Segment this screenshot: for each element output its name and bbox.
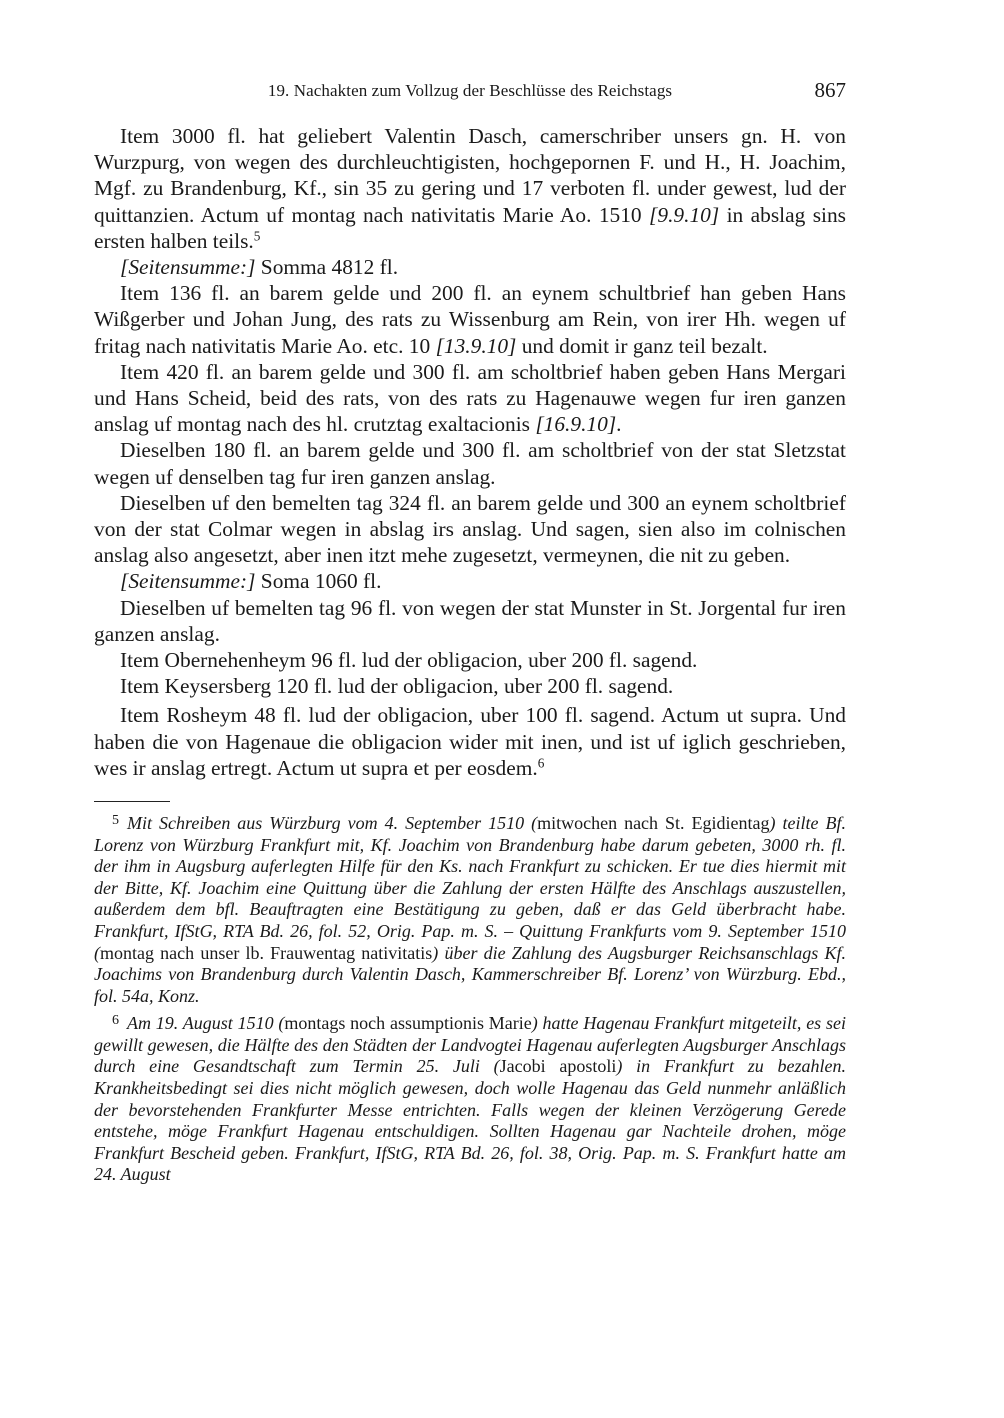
document-page	[94, 78, 846, 1186]
footnotes	[94, 810, 846, 1186]
paragraph-sletzstat: Dieselben 180 fl. an barem gelde und 300 fl. am scholtbrief von der stat Sletzstat wegen uf denselben tag fur iren ganzen anslag.	[94, 438, 846, 489]
footnote-5: $^5$ Mit Schreiben aus Würzburg vom 4. September 1510 (mitwochen nach St. Egidientag) teilte Bf. Lorenz von Würzburg Frankfurt mit, Kf. Joachim von Brandenburg habe darum gebeten, 3000 rh. fl. der ihm in Augsburg auferlegten Hilfe für den Ks. nach Frankfurt zu schicken. Er tue dies hiermit mit der Bitte, Kf. Joachim eine Quittung über die Zahlung der ersten Hälfte des Anschlags auszustellen, außerdem dem bfl. Beauftragten eine Bestätigung zu geben, daß er das Geld überbracht habe. Frankfurt, IfStG, RTA Bd. 26, fol. 52, Orig. Pap. m. S. – Quittung Frankfurts vom 9. September 1510 (montag nach unser lb. Frauwentag nativitatis) über die Zahlung des Augsburger Reichsanschlags Kf. Joachims von Brandenburg durch Valentin Dasch, Kammerschreiber Bf. Lorenz’ von Würzburg. Ebd., fol. 54a, Konz.	[94, 812, 846, 1006]
footnote-divider	[94, 801, 170, 802]
paragraph-valentin-dasch: Item 3000 fl. hat geliebert Valentin Dasch, camerschriber unsers gn. H. von Wurzpurg, von wegen des durchleuchtigisten, hochgepornen F. und H., H. Joachim, Mgf. zu Brandenburg, Kf., sin 35 zu gering und 17 verboten fl. under gewest, lud der quittanzien. Actum uf montag nach nativitatis Marie Ao. 1510 [9.9.10] in abslag sins ersten halben teils.$^5$	[94, 124, 847, 253]
footnote-ref-6[interactable]: 6	[537, 755, 545, 771]
main-text	[94, 123, 846, 781]
date-annotation: [13.9.10]	[435, 333, 517, 358]
footnote-mark: 5	[112, 812, 120, 829]
paragraph-obernehenheym: Item Obernehenheym 96 fl. lud der obligacion, uber 200 fl. sagend.	[120, 648, 698, 673]
paragraph-keysersberg: Item Keysersberg 120 fl. lud der obligacion, uber 200 fl. sagend.	[120, 674, 674, 699]
running-header	[94, 78, 846, 108]
date-annotation: [9.9.10]	[649, 202, 720, 227]
footnote-mark: 6	[112, 1012, 120, 1029]
date-annotation: [16.9.10]	[535, 412, 617, 437]
paragraph-colmar: Dieselben uf den bemelten tag 324 fl. an barem gelde und 300 an eynem scholtbrief von der stat Colmar wegen in abslag irs anslag. Und sagen, sien also im colnischen anslag also angesetzt, aber inen itzt mehe zugesetzt, vermeynen, die nit zu geben.	[94, 490, 846, 568]
footnote-ref-5[interactable]: 5	[253, 228, 261, 244]
editorial-label: [Seitensumme:]	[120, 255, 256, 280]
page-sum-2: [Seitensumme:] Soma 1060 fl.	[120, 569, 382, 594]
page-number: 867	[814, 78, 846, 102]
paragraph-hagenauwe: Item 420 fl. an barem gelde und 300 fl. am scholtbrief haben geben Hans Mergari und Hans Scheid, beid des rats, von des rats zu Hagenauwe wegen fur iren ganzen anslag uf montag nach des hl. crutztag exaltacionis [16.9.10].	[94, 359, 846, 437]
paragraph-wissenburg: Item 136 fl. an barem gelde und 200 fl. an eynem schultbrief han geben Hans Wißgerber und Johan Jung, des rats zu Wissenburg am Rein, von irer Hh. wegen uf fritag nach nativitatis Marie Ao. etc. 10 [13.9.10] und domit ir ganz teil bezalt.	[94, 281, 846, 358]
page-sum-1: [Seitensumme:] Somma 4812 fl.	[120, 255, 399, 280]
paragraph-rosheym: Item Rosheym 48 fl. lud der obligacion, uber 100 fl. sagend. Actum ut supra. Und haben die von Hagenaue die obligacion wider mit inen, und ist uf iglich geschrieben, wes ir anslag ertregt. Actum ut supra et per eosdem.$^6$	[94, 703, 846, 780]
running-title: 19. Nachakten zum Vollzug der Beschlüsse des Reichstags	[267, 81, 673, 100]
paragraph-munster: Dieselben uf bemelten tag 96 fl. von wegen der stat Munster in St. Jorgental fur iren ganzen anslag.	[94, 595, 846, 646]
editorial-label: [Seitensumme:]	[120, 569, 256, 594]
footnote-6: $^6$ Am 19. August 1510 (montags noch assumptionis Marie) hatte Hagenau Frankfurt mitgeteilt, es sei gewillt gewesen, die Hälfte des den Städten der Landvogtei Hagenau auferlegten Augsburger Anschlags durch eine Gesandtschaft zum Termin 25. Juli (Jacobi apostoli) in Frankfurt zu bezahlen. Krankheitsbedingt sei dies nicht möglich gewesen, doch wolle Hagenau das Geld nunmehr anläßlich der bevorstehenden Frankfurter Messe entrichten. Falls wegen der kleinen Verzögerung Gerede entstehe, möge Frankfurt Hagenau entschuldigen. Sollten Hagenau gar Nachteile drohen, möge Frankfurt Bescheid geben. Frankfurt, IfStG, RTA Bd. 26, fol. 38, Orig. Pap. m. S. Frankfurt hatte am 24. August	[94, 1012, 847, 1185]
